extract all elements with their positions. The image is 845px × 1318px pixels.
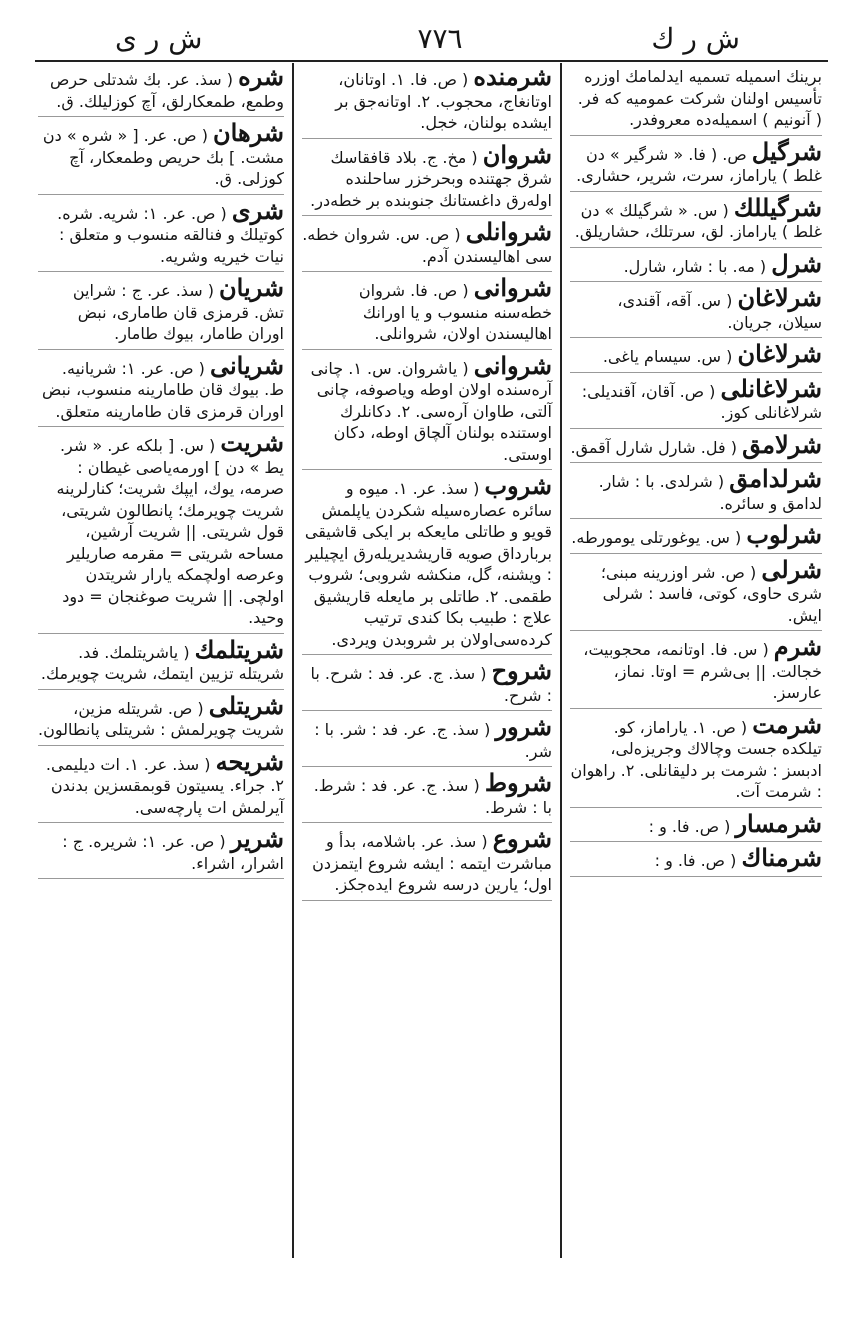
headword: شریر bbox=[230, 824, 284, 853]
definition: ( س. آقه، آقندی، سیلان، جریان. bbox=[617, 291, 822, 332]
headword: شرهان bbox=[213, 118, 284, 147]
dictionary-entry bbox=[302, 824, 552, 901]
definition: ( ص. فا. و : bbox=[654, 851, 737, 870]
headword: شره bbox=[238, 62, 284, 91]
headword: شریتلی bbox=[208, 690, 284, 720]
definition: ( سذ. عر. ۱. میوه و سائره عصاره‌سیله شکردن یاپلمش قویو و طاتلی مایعکه بر ایکی قاشیقی بربارداق صویه قاریشدیریله‌رق ایچیلیر : ویشنه، گل، منکشه شروبی؛ شروب طقمی. ۲. طاتلی بر مایعله قاریشیق علاج : طبیب بکا کندی ترتیب کرده‌سی‌اولان بر شروبدن ویردی. bbox=[304, 479, 552, 649]
headword: شروانلی bbox=[465, 217, 552, 246]
header-right-letters: ش ر ك bbox=[651, 22, 740, 55]
dictionary-entry bbox=[38, 118, 284, 195]
headword: شرگیللك bbox=[733, 192, 822, 222]
dictionary-entry bbox=[570, 808, 822, 843]
definition: ( سذ. عر. باشلامه، بدأ و مباشرت ایتمه : ایشه شروع ایتمزدن اول؛ یارین درسه شروع ایده‌جکز. bbox=[312, 832, 552, 894]
headword: شرور bbox=[495, 712, 552, 741]
dictionary-entry bbox=[38, 746, 284, 824]
definition: ( ص. فا. و : bbox=[648, 816, 731, 836]
dictionary-entry bbox=[38, 273, 284, 350]
headword: شروح bbox=[491, 656, 552, 685]
headword: شرلی bbox=[761, 554, 822, 584]
definition: ( ص. فا. ۱. اوتانان، اوتانغاج، محجوب. ۲. اوتانه‌جق بر ایشده بولنان، خجل. bbox=[335, 70, 552, 132]
headword: شرلاغان bbox=[737, 339, 822, 368]
definition: ( مخ. ج. بلاد قافقاسك شرق جهتنده وبحرخزر ساحلنده اوله‌رق داغستانك جنوبنده بر خطه‌در. bbox=[310, 147, 552, 210]
definition: ص. ( فا. « شرگیر » دن غلط ) یاراماز، سرت، شریر، حشاری. bbox=[576, 144, 822, 185]
definition: ( ص. عر. ۱: شریه. شره. کوتیلك و فنالقه منسوب و متعلق : نیات خیریه وشریه. bbox=[57, 203, 284, 266]
dictionary-entry bbox=[38, 690, 284, 746]
dictionary-entry bbox=[302, 350, 552, 471]
definition: ( س. فا. اوتانمه، محجوبیت، خجالت. || بی‌شرم = اوتا. نماز، عارسز. bbox=[583, 640, 822, 702]
dictionary-entry bbox=[570, 554, 822, 632]
column-divider bbox=[292, 63, 294, 1258]
headword: شرلوب bbox=[746, 520, 822, 549]
headword: شرمسار bbox=[735, 808, 822, 838]
dictionary-entry bbox=[302, 139, 552, 217]
dictionary-entry bbox=[570, 136, 822, 192]
headword: شریت bbox=[220, 428, 284, 457]
definition: ( ص. عر. [ « شره » دن مشت. ] بك حریص وطمعکار، آچ کوزلی. ق. bbox=[42, 126, 284, 188]
definition: ( سذ. عر. بك شدتلی حرص وطمع، طمعکارلق، آچ کوزلیلك. ق. bbox=[50, 70, 284, 111]
dictionary-entry bbox=[302, 471, 552, 655]
headword: شریانی bbox=[209, 350, 284, 380]
headword: شرلامق bbox=[742, 429, 822, 459]
header-rule bbox=[35, 60, 828, 62]
definition: ( مه. با : شار، شارل. bbox=[623, 256, 767, 276]
dictionary-entry bbox=[38, 350, 284, 428]
dictionary-entry bbox=[38, 634, 284, 690]
headword: شرل bbox=[771, 248, 822, 278]
headword: شریحه bbox=[215, 746, 284, 776]
definition: ( ص. شریتله مزین، شریت چویرلمش : شریتلی پانطالون. bbox=[38, 698, 284, 739]
definition: ( سذ. ج. عر. فد : شرط. با : شرط. bbox=[313, 776, 552, 817]
dictionary-entry bbox=[570, 709, 822, 808]
dictionary-entry bbox=[38, 62, 284, 117]
definition: ( ص. فا. شروان خطه‌سنه منسوب و یا اورانك اهالیسندن اولان، شروانلی. bbox=[358, 281, 552, 343]
column-middle bbox=[302, 62, 552, 906]
dictionary-entry bbox=[570, 520, 822, 554]
dictionary-entry bbox=[570, 429, 822, 464]
definition: ( ص. شر اوزرینه مبنی؛ شری حاوی، کوتی، فاسد : شرلی ایش. bbox=[600, 562, 822, 625]
headword: شروب bbox=[484, 471, 552, 500]
dictionary-entry bbox=[570, 339, 822, 373]
definition: ( ص. عر. ۱: شریانیه. ط. بیوك قان طامارینه منسوب، نبض اوران قرمزی قان طامارینه متعلق. bbox=[41, 358, 284, 421]
column-right bbox=[570, 66, 822, 882]
definition: ( سذ. عر. ج : شراین تش. قرمزی قان طاماری، نبض اوران طامار، بیوك طامار. bbox=[72, 281, 284, 343]
headword: شری bbox=[231, 195, 284, 225]
headword: شرلدامق bbox=[729, 464, 822, 493]
definition: ( س. [ بلکه عر. « شر. یط » دن ] اورمه‌یاصی غیطان : صرمه، یوك، ایپك شریت؛ کنارلرینه شریت چویرمك؛ پانطالون شریتی، قول شریتی. || شریت آرشین، مساحه شریتی = مقرمه صاریلیر وعرصه اولچمکه یارار شریتدن اولچی. || شریت صوغنجان = دود وحید. bbox=[56, 436, 284, 627]
definition: ( س. یوغورتلی یومورطه. bbox=[571, 528, 742, 547]
headword: شرلاغانلی bbox=[720, 373, 822, 403]
dictionary-entry bbox=[302, 62, 552, 139]
dictionary-entry bbox=[38, 428, 284, 634]
headword: شروانی bbox=[473, 273, 552, 302]
dictionary-entry bbox=[570, 464, 822, 519]
dictionary-entry bbox=[302, 273, 552, 350]
dictionary-entry bbox=[302, 656, 552, 711]
headword: شریان bbox=[219, 273, 284, 302]
definition: ( ص. آقان، آقندیلی: شرلاغانلی کوز. bbox=[581, 381, 822, 422]
page-number: ٧٧٦ bbox=[417, 22, 463, 55]
headword: شروانی bbox=[473, 350, 552, 380]
headword: شرلاغان bbox=[737, 283, 822, 312]
dictionary-entry bbox=[302, 768, 552, 823]
definition: ( ص. عر. ۱: شریره. ج : اشرار، اشراء. bbox=[62, 832, 284, 873]
dictionary-entry bbox=[570, 843, 822, 877]
headword: شروط bbox=[484, 768, 552, 797]
definition: ( س. « شرگیلك » دن غلط ) یاراماز. لق، سرتلك، حشاریلق. bbox=[574, 200, 822, 241]
dictionary-entry bbox=[38, 195, 284, 273]
dictionary-entry bbox=[570, 248, 822, 283]
definition: ( شرلدی. با : شار. لدامق و سائره. bbox=[598, 472, 822, 513]
headword: شروان bbox=[482, 139, 552, 169]
definition: ( س. سیسام یاغی. bbox=[602, 347, 733, 366]
dictionary-entry bbox=[302, 217, 552, 272]
dictionary-entry bbox=[570, 192, 822, 248]
headword: شرمنده bbox=[473, 62, 552, 91]
definition: برینك اسمیله تسمیه ایدلمامك اوزره تأسیس اولنان شرکت عمومیه که فر. ( آنونیم ) اسمیله‌ده معروفدر. bbox=[577, 67, 822, 129]
column-divider bbox=[560, 63, 562, 1258]
headword: شرگیل bbox=[751, 136, 822, 166]
definition: ( سذ. ج. عر. فد : شر. با : شر. bbox=[314, 720, 552, 761]
headword: شرم bbox=[773, 632, 822, 661]
dictionary-entry bbox=[570, 283, 822, 338]
definition: ( یاشریتلمك. فد. شریتله تزیین ایتمك، شریت چویرمك. bbox=[40, 642, 284, 683]
headword: شریتلمك bbox=[194, 634, 284, 664]
definition: ( سذ. عر. ۱. ات دیلیمی. ۲. جراء. یسیتون قوبمقسزین بدندن آیرلمش ات پارچه‌سی. bbox=[45, 754, 284, 817]
headword: شرمناك bbox=[741, 843, 822, 872]
definition: ( یاشروان. س. ۱. چانی آره‌سنده اولان اوطه ویاصوفه، چانی آلتی، طاوان آره‌سی. ۲. دکانلرك اوستنده بولنان آلچاق اوطه، دکان اوستی. bbox=[310, 358, 552, 464]
definition: ( ص. س. شروان خطه. سی اهالیسندن آدم. bbox=[302, 225, 552, 266]
dictionary-entry bbox=[38, 824, 284, 879]
definition: ( سذ. ج. عر. فد : شرح. با : شرح. bbox=[310, 664, 552, 705]
dictionary-entry bbox=[570, 373, 822, 429]
definition: ( فل. شارل شارل آقمق. bbox=[570, 437, 737, 457]
column-left bbox=[38, 62, 284, 884]
dictionary-entry bbox=[302, 712, 552, 767]
dictionary-entry bbox=[570, 66, 822, 136]
definition: ( ص. ۱. یاراماز، کو. تیلکده جست وچالاك وجریزه‌لی، ادبسز : شرمت بر دلیقانلی. ۲. راهوان : شرمت آت. bbox=[570, 717, 822, 801]
header-left-letters: ش ر ی bbox=[115, 22, 203, 55]
dictionary-entry bbox=[570, 632, 822, 709]
headword: شرمت bbox=[752, 709, 822, 739]
headword: شروع bbox=[492, 824, 552, 853]
